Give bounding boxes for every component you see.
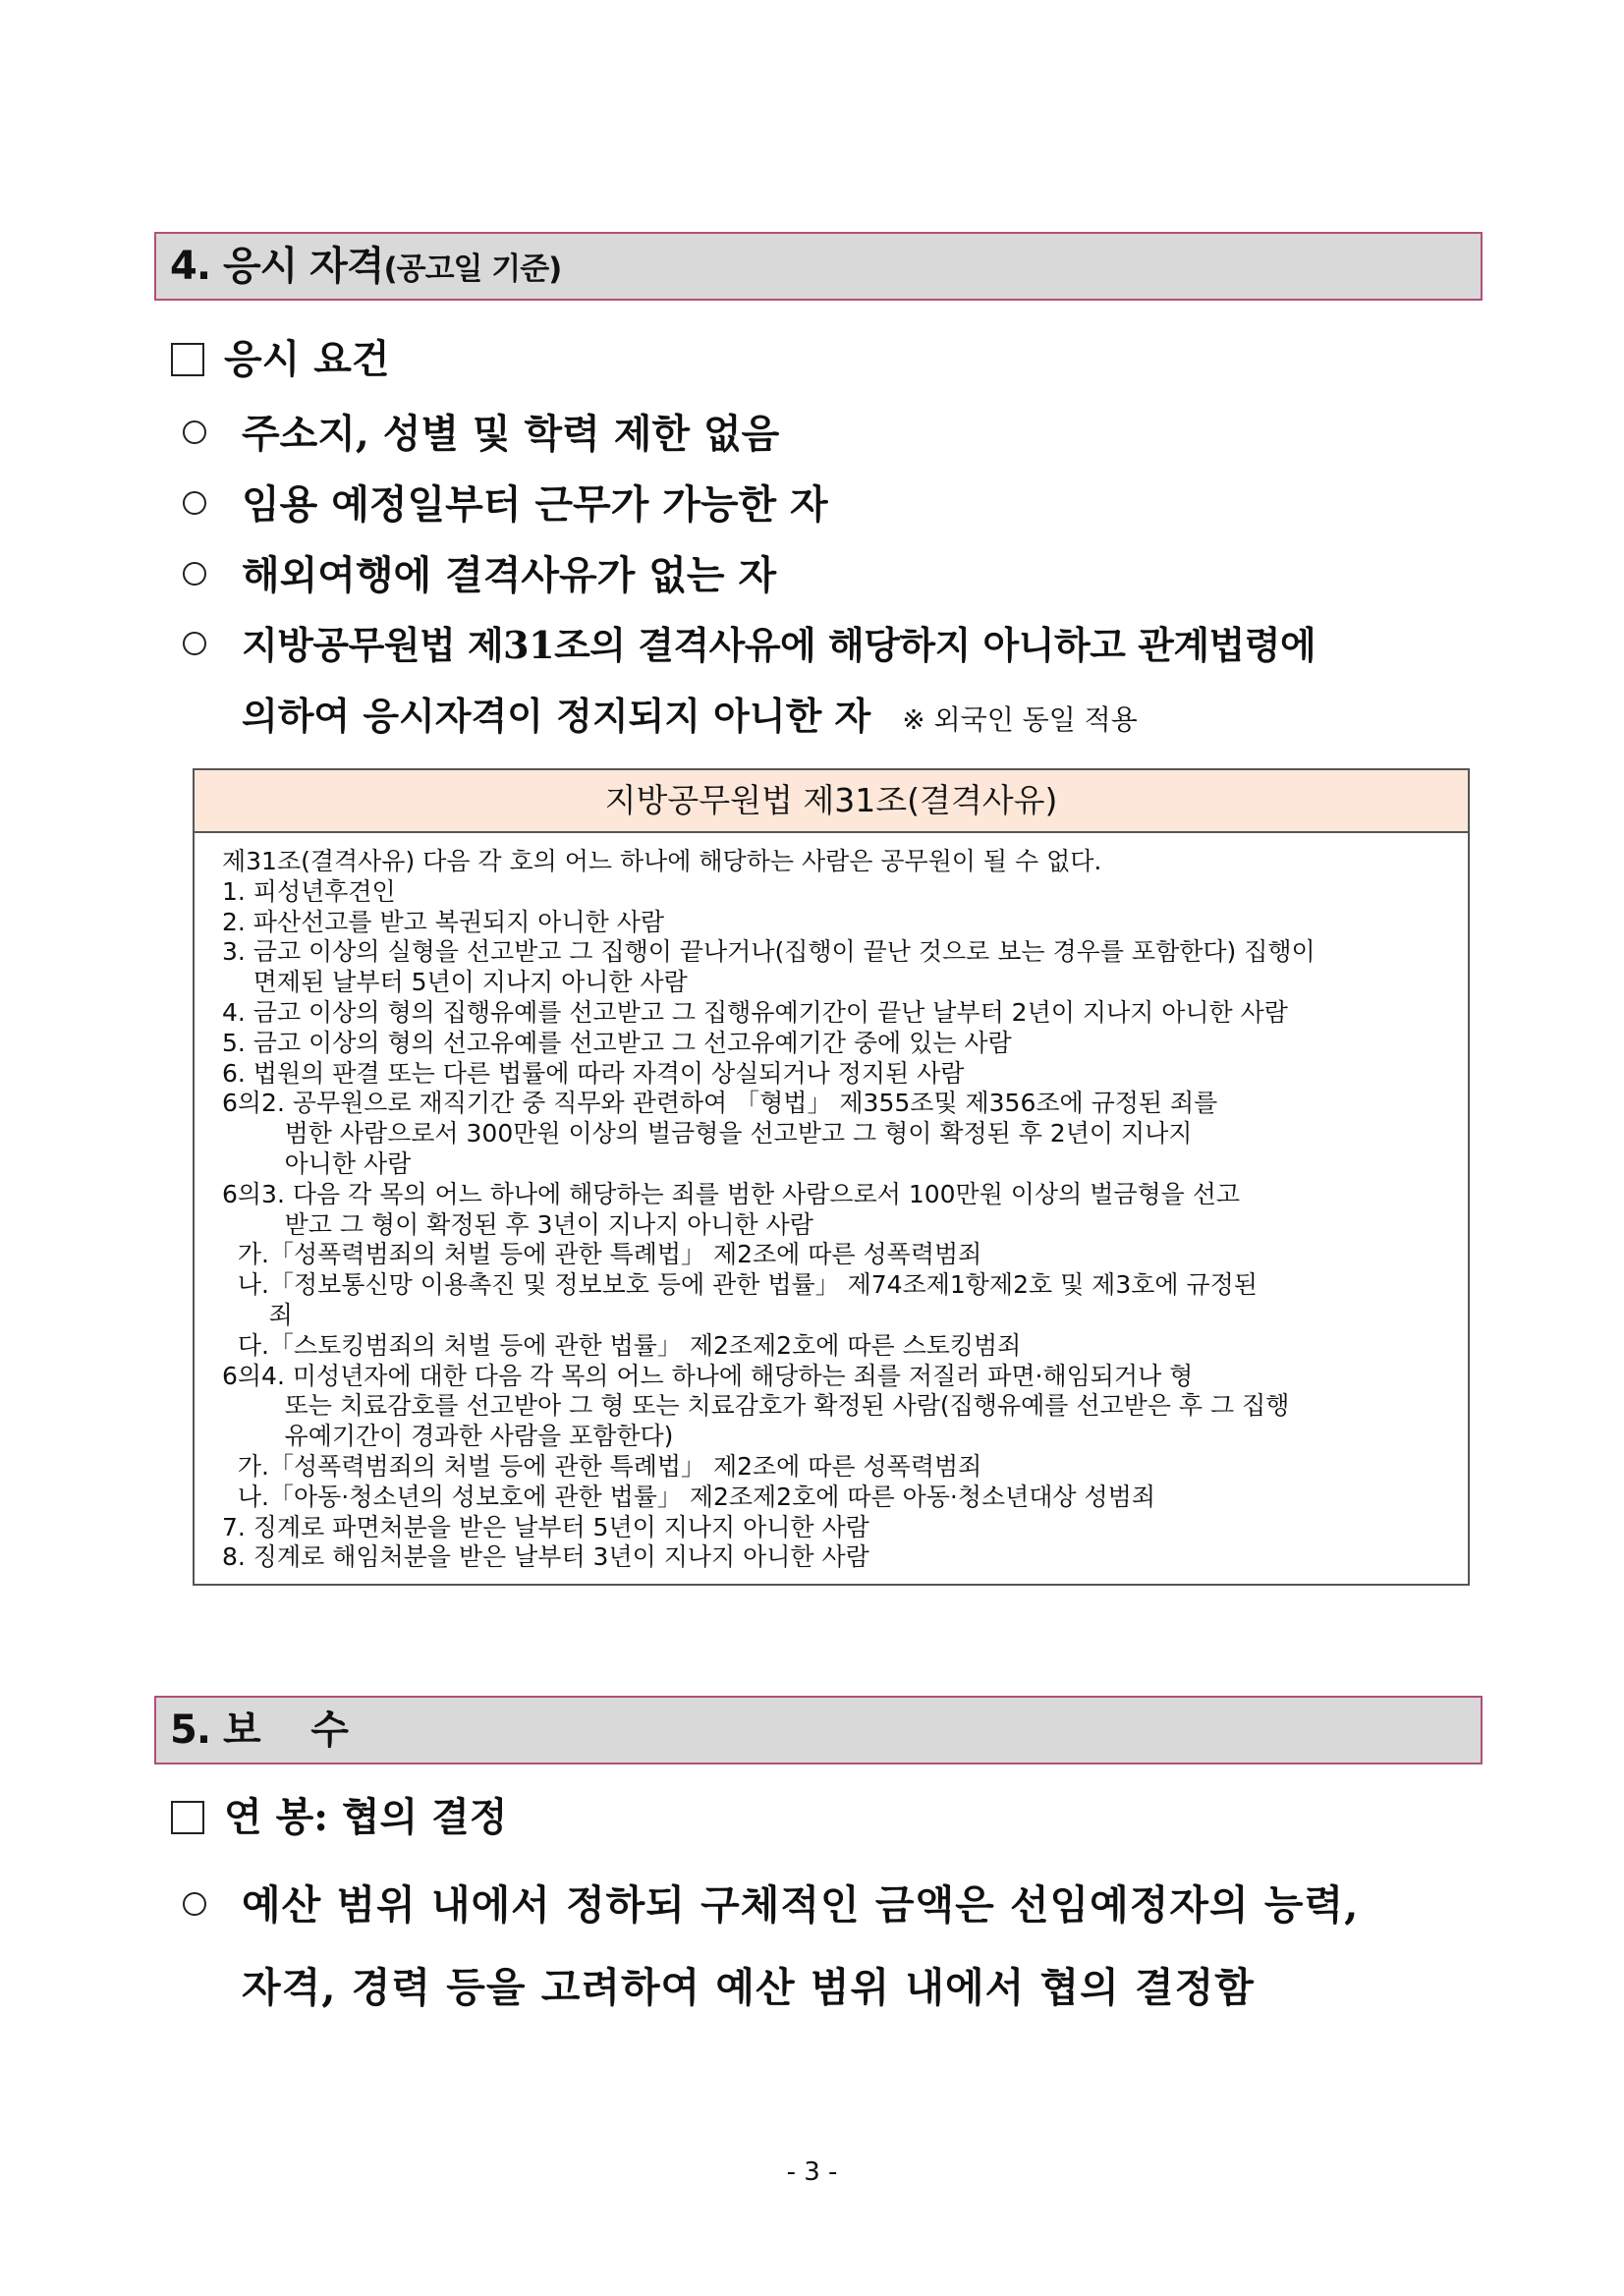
square-bullet-icon (171, 1801, 204, 1834)
law-line: 3. 금고 이상의 실형을 선고받고 그 집행이 끝나거나(집행이 끝난 것으로 보는 경우를 포함한다) 집행이 (222, 937, 1316, 967)
circle-bullet-icon (183, 1892, 206, 1916)
section-4-title: 4. 응시 자격 (170, 244, 384, 289)
law-box-title: 지방공무원법 제31조(결격사유) (195, 770, 1468, 833)
law-line: 6의3. 다음 각 목의 어느 하나에 해당하는 죄를 범한 사람으로서 100만원 이상의 벌금형을 선고 (222, 1179, 1241, 1208)
law-line: 나.「정보통신망 이용촉진 및 정보보호 등에 관한 법률」 제74조제1항제2호 및 제3호에 규정된 (222, 1270, 1258, 1300)
law-line: 받고 그 형이 확정된 후 3년이 지나지 아니한 사람 (222, 1209, 813, 1239)
law-line: 아니한 사람 (222, 1149, 412, 1178)
law-line: 6의2. 공무원으로 재직기간 중 직무와 관련하여 「형법」 제355조및 제356조에 규정된 죄를 (222, 1089, 1218, 1118)
law-line: 또는 치료감호를 선고받아 그 형 또는 치료감호가 확정된 사람(집행유예를 선고받은 후 그 집행 (222, 1391, 1290, 1421)
salary-item: 예산 범위 내에서 정하되 구체적인 금액은 선임예정자의 능력, (183, 1873, 1359, 1931)
page-number: - 3 - (786, 2157, 838, 2187)
law-line: 죄 (222, 1301, 293, 1329)
square-bullet-icon (171, 343, 204, 376)
law-line: 1. 피성년후견인 (222, 876, 396, 906)
law-line: 8. 징계로 해임처분을 받은 날부터 3년이 지나지 아니한 사람 (222, 1542, 869, 1572)
section-4-header (154, 232, 1483, 301)
sub-heading-requirements: 응시 요건 (171, 328, 390, 384)
section-5-header (154, 1696, 1483, 1764)
sub-heading-salary: 연 봉: 협의 결정 (171, 1786, 507, 1842)
law-line: 4. 금고 이상의 형의 집행유예를 선고받고 그 집행유예기간이 끝난 날부터 2년이 지나지 아니한 사람 (222, 998, 1288, 1027)
law-line: 6의4. 미성년자에 대한 다음 각 목의 어느 하나에 해당하는 죄를 저질러 파면·해임되거나 형 (222, 1361, 1194, 1390)
law-line: 가.「성폭력범죄의 처벌 등에 관한 특례법」 제2조에 따른 성폭력범죄 (222, 1452, 982, 1481)
requirement-item: 임용 예정일부터 근무가 가능한 자 (183, 474, 828, 530)
requirement-item: 해외여행에 결격사유가 없는 자 (183, 544, 776, 600)
law-line: 제31조(결격사유) 다음 각 호의 어느 하나에 해당하는 사람은 공무원이 될 수 없다. (222, 847, 1102, 875)
section-5-title: 5. 보 수 (170, 1708, 348, 1753)
law-line: 6. 법원의 판결 또는 다른 법률에 따라 자격이 상실되거나 정지된 사람 (222, 1058, 965, 1088)
law-article-box (193, 768, 1470, 1586)
law-line: 7. 징계로 파면처분을 받은 날부터 5년이 지나지 아니한 사람 (222, 1512, 869, 1541)
circle-bullet-icon (183, 491, 206, 515)
requirement-item: 주소지, 성별 및 학력 제한 없음 (183, 403, 779, 459)
law-line: 면제된 날부터 5년이 지나지 아니한 사람 (222, 968, 688, 997)
circle-bullet-icon (183, 632, 206, 655)
circle-bullet-icon (183, 420, 206, 444)
section-4-title-note: (공고일 기준) (383, 252, 562, 287)
law-line: 2. 파산선고를 받고 복권되지 아니한 사람 (222, 907, 664, 936)
law-line: 다.「스토킹범죄의 처벌 등에 관한 법률」 제2조제2호에 따른 스토킹범죄 (222, 1330, 1022, 1360)
law-line: 가.「성폭력범죄의 처벌 등에 관한 특례법」 제2조에 따른 성폭력범죄 (222, 1240, 982, 1269)
law-line: 나.「아동·청소년의 성보호에 관한 법률」 제2조제2호에 따른 아동·청소년대상 성범죄 (222, 1482, 1155, 1511)
law-line: 범한 사람으로서 300만원 이상의 벌금형을 선고받고 그 형이 확정된 후 2년이 지나지 (222, 1119, 1193, 1148)
law-line: 유예기간이 경과한 사람을 포함한다) (222, 1422, 674, 1451)
law-line: 5. 금고 이상의 형의 선고유예를 선고받고 그 선고유예기간 중에 있는 사람 (222, 1028, 1012, 1057)
foreigner-note: ※ 외국인 동일 적용 (902, 703, 1138, 736)
salary-item-continued: 자격, 경력 등을 고려하여 예산 범위 내에서 협의 결정함 (242, 1964, 1255, 2011)
requirement-item-continued: 의하여 응시자격이 정지되지 아니한 자 ※ 외국인 동일 적용 (242, 694, 1138, 738)
circle-bullet-icon (183, 562, 206, 586)
requirement-item: 지방공무원법 제31조의 결격사유에 해당하지 아니하고 관계법령에 (183, 615, 1316, 669)
